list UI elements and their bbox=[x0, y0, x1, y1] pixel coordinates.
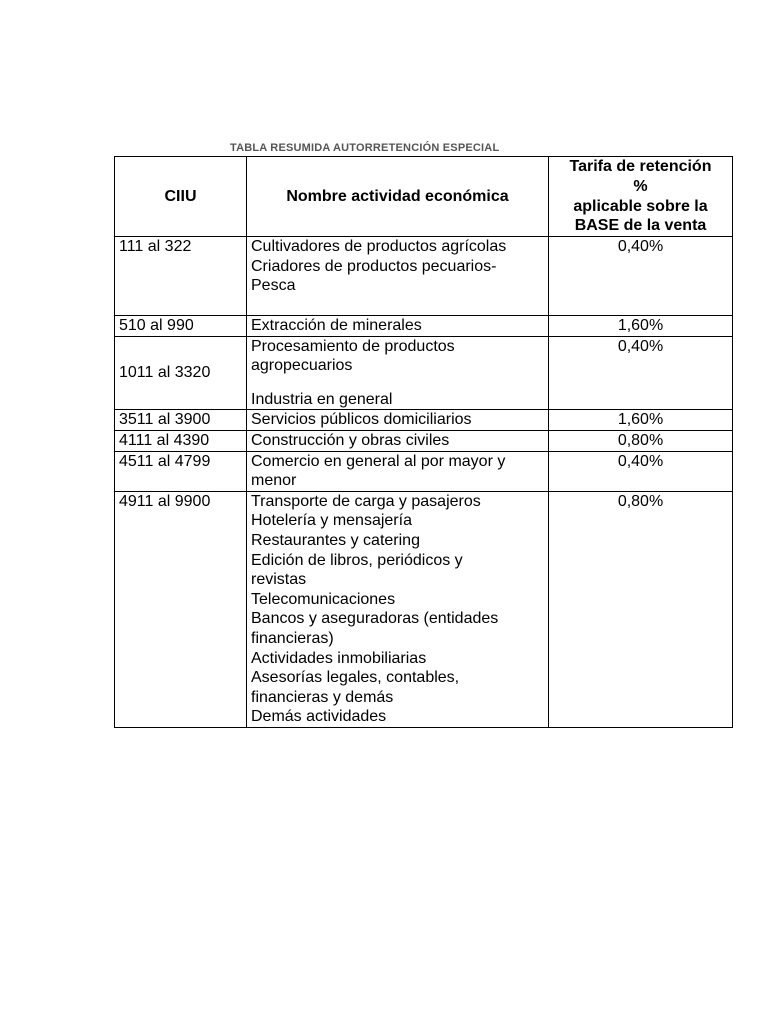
activity-cell bbox=[247, 237, 549, 316]
activity-cell bbox=[247, 336, 549, 410]
rate-cell: 0,80% bbox=[549, 491, 733, 727]
table-header-row bbox=[115, 157, 733, 237]
table-caption: TABLA RESUMIDA AUTORRETENCIÓN ESPECIAL bbox=[230, 142, 500, 154]
rate-cell bbox=[549, 336, 733, 410]
activity-line: financieras) bbox=[251, 629, 334, 647]
header-ciiu: CIIU bbox=[115, 157, 247, 237]
header-rate-line: Tarifa de retención bbox=[569, 158, 712, 176]
activity-line: Demás actividades bbox=[251, 708, 387, 726]
activity-line: Actividades inmobiliarias bbox=[251, 649, 427, 667]
rate-cell: 1,60% bbox=[549, 410, 733, 431]
header-rate-line: % bbox=[633, 177, 648, 195]
activity-line: agropecuarios bbox=[251, 357, 353, 375]
activity-line: Procesamiento de productos bbox=[251, 337, 455, 355]
header-rate-line: BASE de la venta bbox=[574, 217, 707, 235]
activity-line: Pesca bbox=[251, 277, 296, 295]
table-row bbox=[115, 316, 733, 337]
ciiu-cell: 3511 al 3900 bbox=[115, 410, 247, 431]
ciiu-cell: 4911 al 9900 bbox=[115, 491, 247, 727]
rate-value: 0,40% bbox=[617, 337, 664, 355]
activity-line: Asesorías legales, contables, bbox=[251, 669, 460, 687]
activity-cell: Construcción y obras civiles bbox=[247, 430, 549, 451]
activity-line: revistas bbox=[251, 571, 307, 589]
table-row bbox=[115, 336, 733, 410]
table-row bbox=[115, 451, 733, 491]
activity-line: Industria en general bbox=[251, 390, 393, 408]
activity-line: Edición de libros, periódicos y bbox=[251, 551, 463, 569]
rate-cell: 0,40% bbox=[549, 451, 733, 491]
retention-table bbox=[114, 156, 733, 728]
table-row bbox=[115, 237, 733, 316]
activity-line: Telecomunicaciones bbox=[251, 590, 396, 608]
rate-cell: 0,40% bbox=[549, 237, 733, 316]
ciiu-cell: 111 al 322 bbox=[115, 237, 247, 316]
activity-cell: Servicios públicos domiciliarios bbox=[247, 410, 549, 431]
ciiu-cell: 1011 al 3320 bbox=[115, 336, 247, 410]
activity-line: Hotelería y mensajería bbox=[251, 512, 412, 530]
table-row bbox=[115, 491, 733, 727]
activity-line: Comercio en general al por mayor y bbox=[251, 452, 506, 470]
activity-cell: Extracción de minerales bbox=[247, 316, 549, 337]
activity-line: Criadores de productos pecuarios- bbox=[251, 257, 497, 275]
header-activity: Nombre actividad económica bbox=[247, 157, 549, 237]
rate-cell: 1,60% bbox=[549, 316, 733, 337]
rate-cell: 0,80% bbox=[549, 430, 733, 451]
ciiu-cell: 510 al 990 bbox=[115, 316, 247, 337]
activity-cell bbox=[247, 491, 549, 727]
table-row bbox=[115, 410, 733, 431]
header-rate-line: aplicable sobre la bbox=[573, 197, 708, 215]
spacer bbox=[251, 376, 544, 390]
activity-line: financieras y demás bbox=[251, 688, 394, 706]
activity-cell bbox=[247, 451, 549, 491]
ciiu-cell: 4511 al 4799 bbox=[115, 451, 247, 491]
activity-line: Cultivadores de productos agrícolas bbox=[251, 238, 507, 255]
ciiu-cell: 4111 al 4390 bbox=[115, 430, 247, 451]
activity-line: Transporte de carga y pasajeros bbox=[251, 492, 481, 510]
activity-line: Restaurantes y catering bbox=[251, 531, 420, 549]
activity-line: Bancos y aseguradoras (entidades bbox=[251, 610, 499, 628]
activity-line: menor bbox=[251, 472, 297, 490]
table-row bbox=[115, 430, 733, 451]
header-rate bbox=[549, 157, 733, 237]
